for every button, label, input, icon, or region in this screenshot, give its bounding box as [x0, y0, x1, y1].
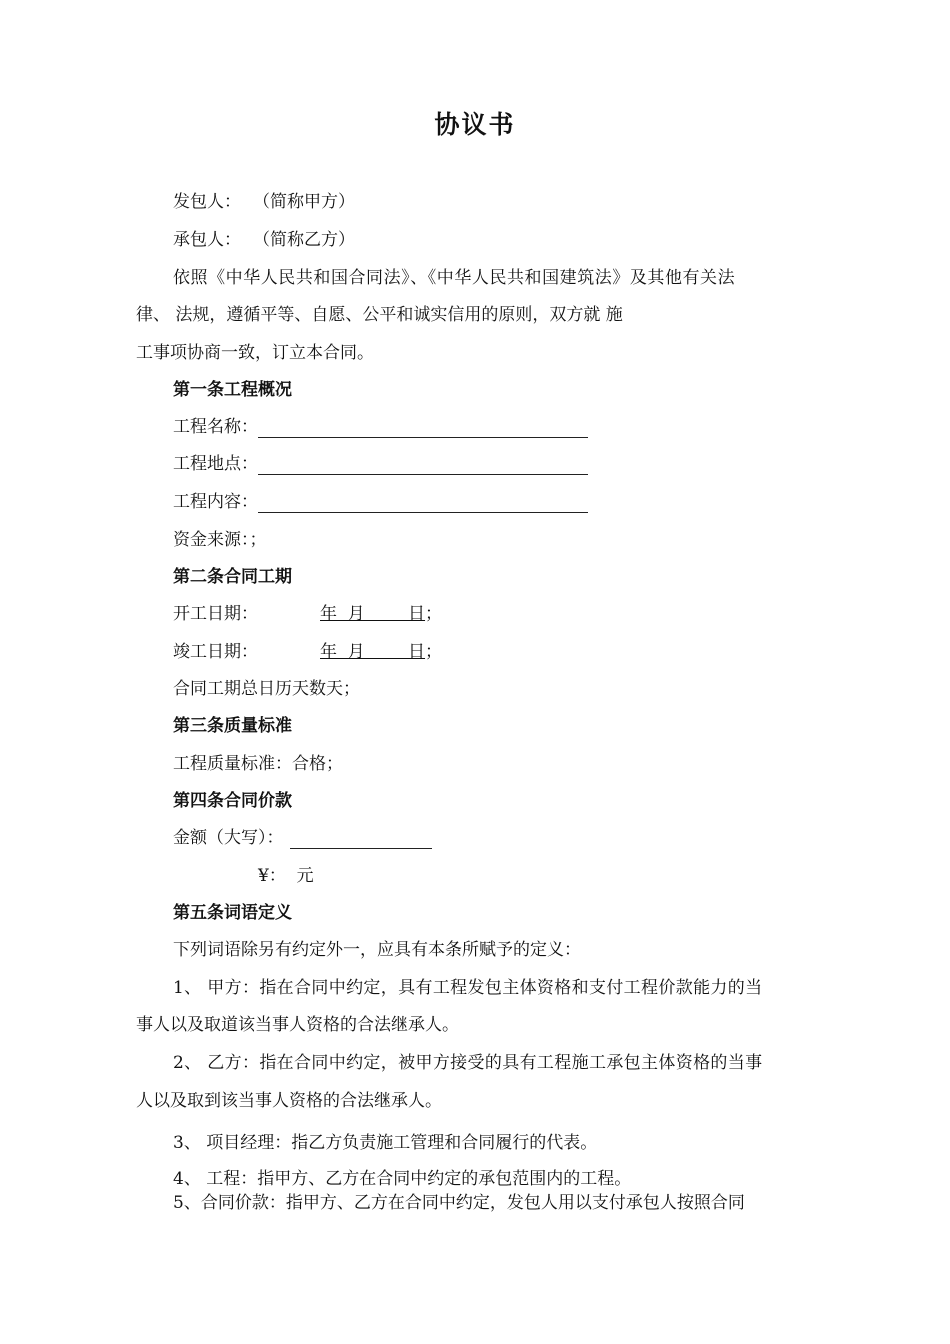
definitions-intro: 下列词语除另有约定外一，应具有本条所赋予的定义：: [173, 940, 581, 960]
preamble-line-1: 依照《中华人民共和国合同法》、《中华人民共和国建筑法》及其他有关法: [173, 268, 736, 288]
definition-2-line-2: 人以及取到该当事人资格的合法继承人。: [136, 1091, 442, 1111]
project-location-line: [173, 453, 588, 475]
article-4-heading: 第四条合同价款: [173, 791, 292, 811]
article-3-heading: 第三条质量标准: [173, 716, 292, 736]
contractor-abbr: （简称乙方）: [253, 230, 355, 250]
article-2-heading: 第二条合同工期: [173, 567, 292, 587]
employer-abbr: （简称甲方）: [253, 192, 355, 212]
start-date-value: 年 月 日: [320, 604, 426, 624]
start-date-semicolon: ；: [425, 604, 443, 624]
yuan-line: ¥： 元: [258, 866, 314, 886]
project-content-blank: [258, 494, 588, 513]
project-name-label: 工程名称：: [173, 417, 258, 437]
contractor-label: 承包人：: [173, 230, 241, 250]
amount-blank: [290, 830, 432, 849]
definition-1-line-2: 事人以及取道该当事人资格的合法继承人。: [136, 1015, 459, 1035]
definition-2-line-1: 2、 乙方：指在合同中约定，被甲方接受的具有工程施工承包主体资格的当事: [173, 1053, 763, 1073]
project-name-line: [173, 416, 588, 438]
amount-label: 金额（大写）：: [173, 828, 284, 848]
project-content-line: [173, 491, 588, 513]
definition-1-line-1: 1、 甲方：指在合同中约定，具有工程发包主体资格和支付工程价款能力的当: [173, 978, 763, 998]
employer-line: [173, 191, 355, 213]
preamble-line-3: 工事项协商一致，订立本合同。: [136, 343, 374, 363]
project-location-blank: [258, 456, 588, 475]
contractor-line: [173, 229, 355, 251]
start-date-line: [173, 603, 442, 625]
article-5-heading: 第五条词语定义: [173, 903, 292, 923]
preamble-line-2: 律、 法规，遵循平等、自愿、公平和诚实信用的原则，双方就 施: [136, 305, 623, 325]
project-location-label: 工程地点：: [173, 454, 258, 474]
end-date-semicolon: ；: [425, 642, 443, 662]
start-date-label: 开工日期：: [173, 604, 258, 624]
end-date-value: 年 月 日: [320, 642, 426, 662]
document-title: 协议书: [434, 110, 516, 139]
definition-4: 4、 工程：指甲方、乙方在合同中约定的承包范围内的工程。: [173, 1169, 632, 1189]
project-name-blank: [258, 419, 588, 438]
definition-5: 5、合同价款：指甲方、乙方在合同中约定，发包人用以支付承包人按照合同: [173, 1193, 745, 1213]
article-1-heading: 第一条工程概况: [173, 380, 292, 400]
employer-label: 发包人：: [173, 192, 241, 212]
funding-source-line: 资金来源：；: [173, 530, 267, 550]
amount-line: [173, 827, 432, 849]
project-content-label: 工程内容：: [173, 492, 258, 512]
quality-standard-line: 工程质量标准：合格；: [173, 754, 343, 774]
definition-3: 3、 项目经理：指乙方负责施工管理和合同履行的代表。: [173, 1133, 598, 1153]
end-date-line: [173, 641, 442, 663]
end-date-label: 竣工日期：: [173, 642, 258, 662]
total-duration-line: 合同工期总日历天数天；: [173, 679, 360, 699]
